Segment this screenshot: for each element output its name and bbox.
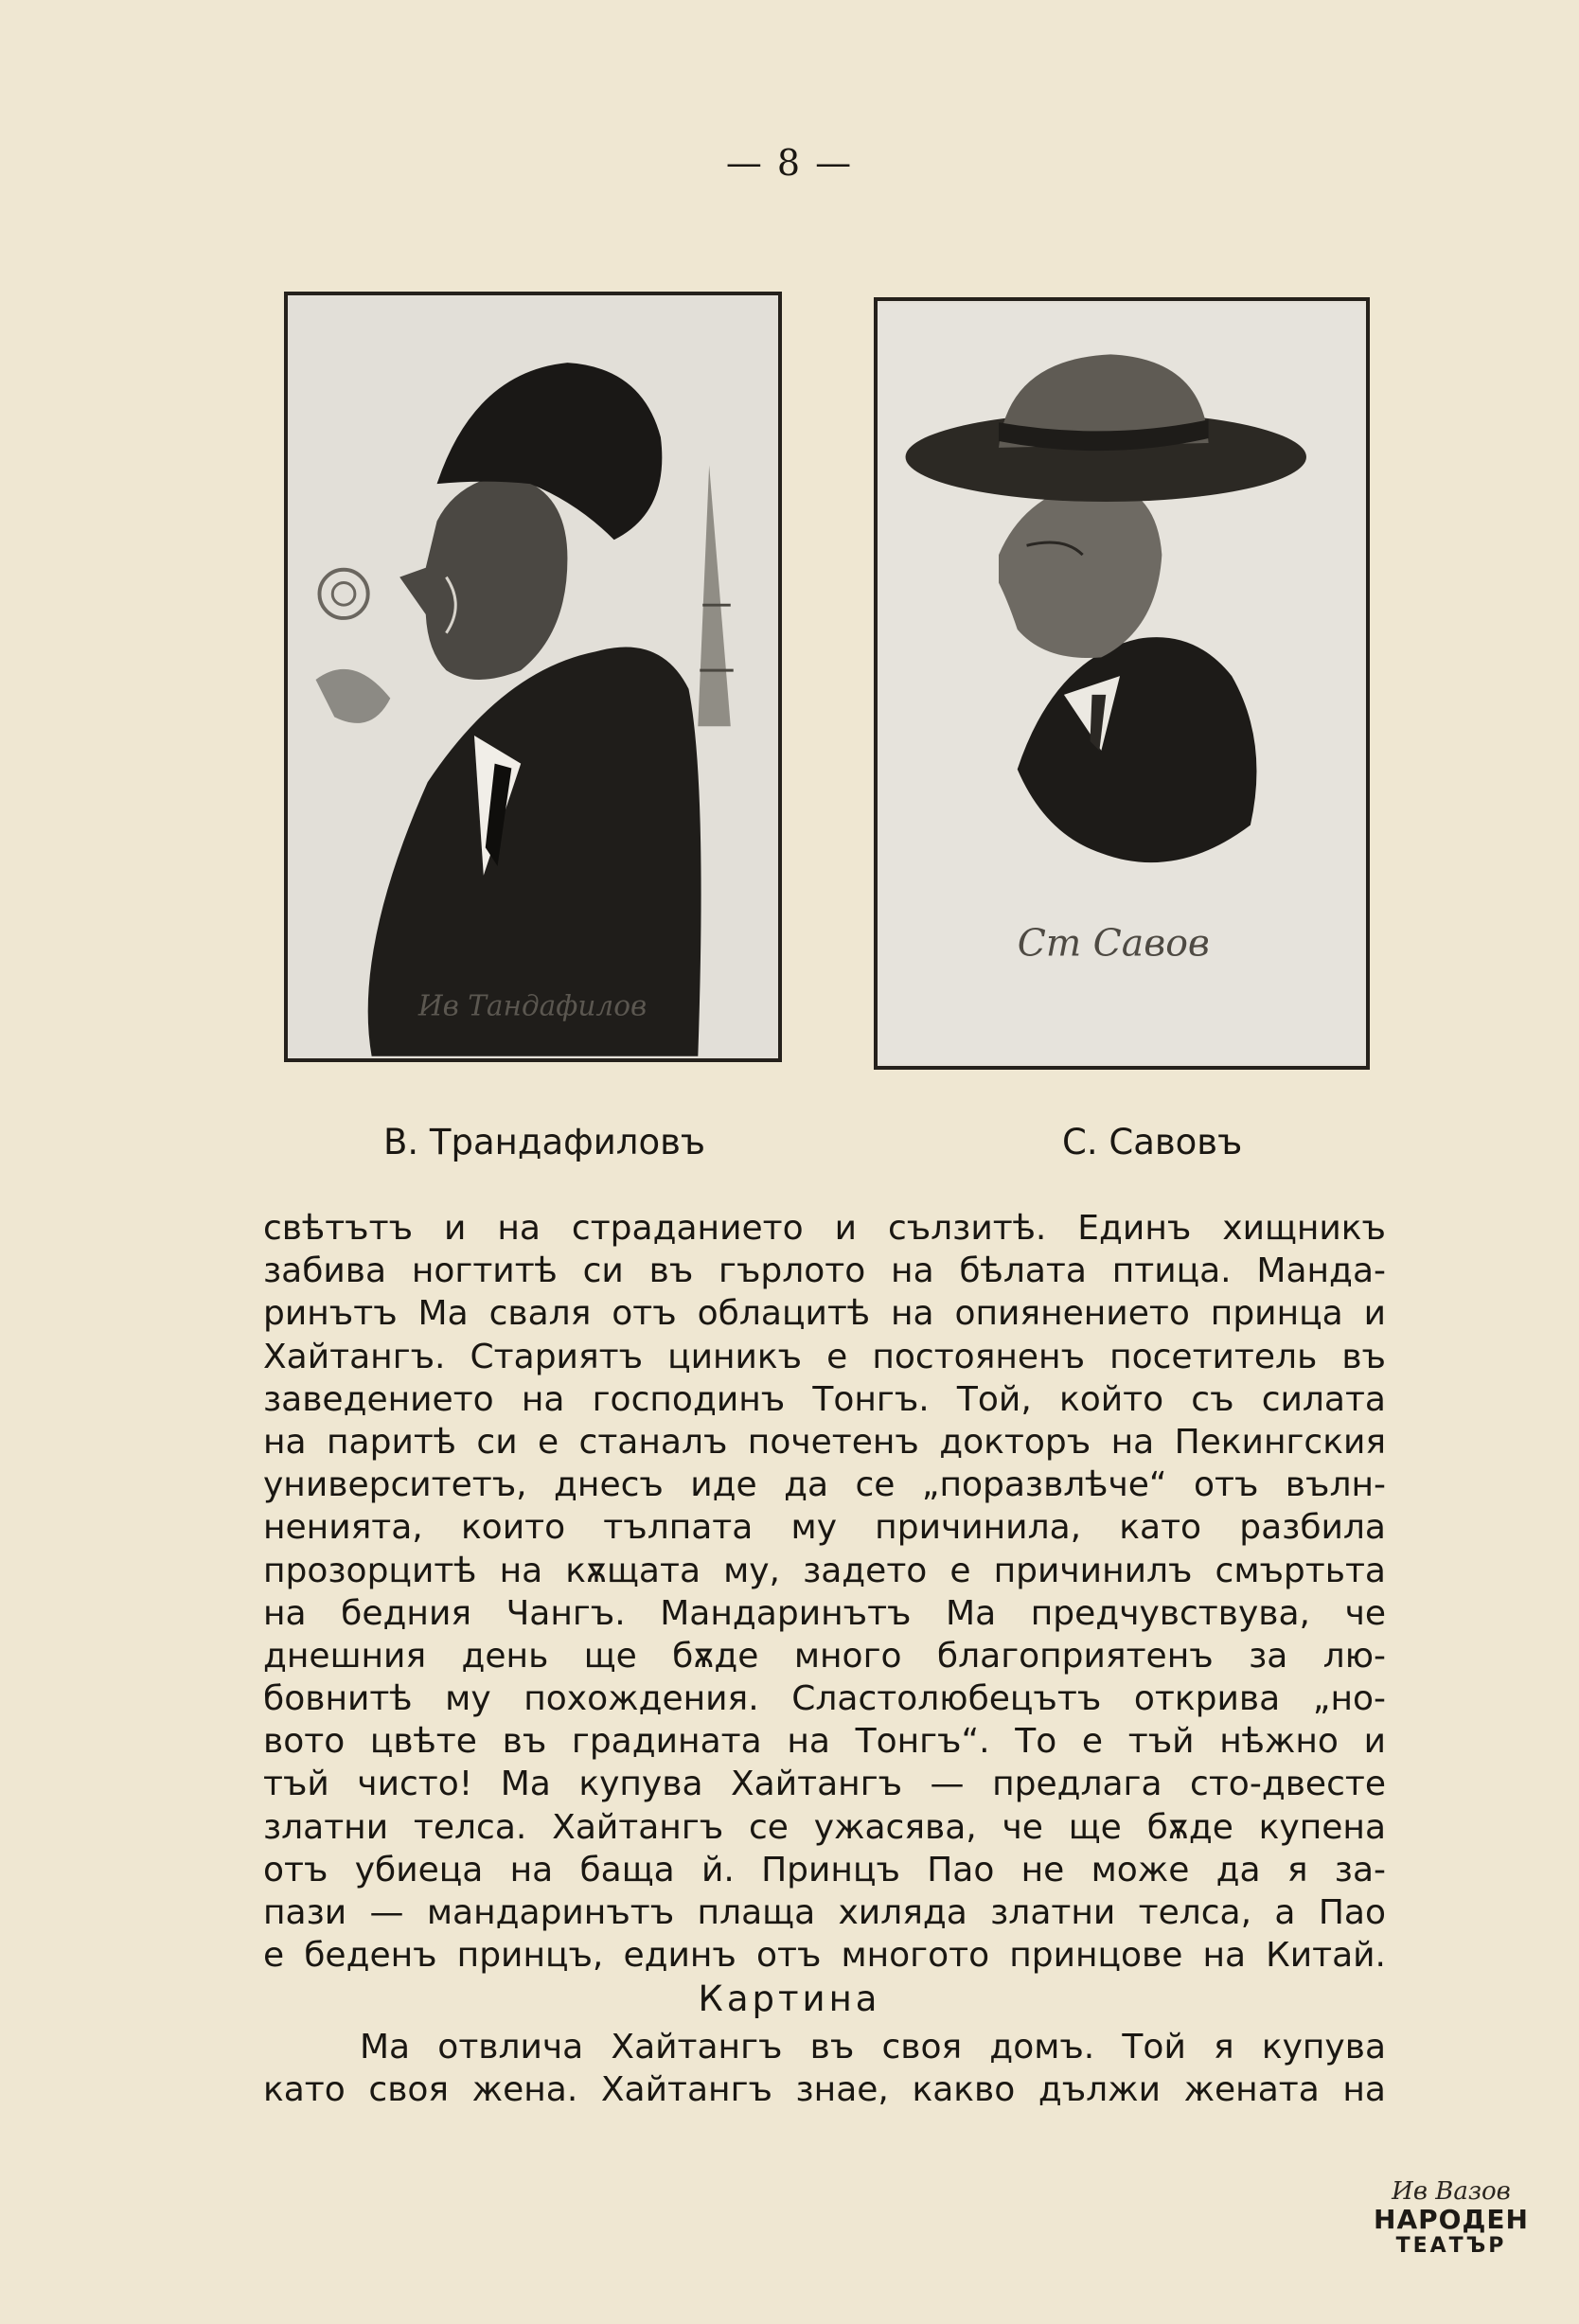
portrait-signature-left: Ив Тандафилов: [417, 989, 648, 1022]
text-line: отъ убиеца на баща й. Принцъ Пао не може да я за-: [263, 1850, 1386, 1889]
logo-name: НАРОДЕН: [1374, 2204, 1529, 2235]
portrait-image-left: [284, 292, 782, 1062]
text-line: Хайтангъ. Стариятъ циникъ е постояненъ посетитель въ: [263, 1337, 1386, 1376]
caricature-savov-drawing: [878, 301, 1366, 1066]
second-paragraph: [263, 2026, 1386, 2111]
text-line: е беденъ принцъ, единъ отъ многото принцове на Китай.: [263, 1936, 1386, 1976]
text-line: златни телса. Хайтангъ се ужасява, че ще бѫде купена: [263, 1807, 1386, 1847]
section-heading: Картина: [698, 1978, 881, 2019]
page-number: — 8 —: [725, 142, 854, 184]
text-line: пази — мандаринътъ плаща хиляда златни телса, а Пао: [263, 1893, 1386, 1932]
caricature-trandafilov-drawing: [288, 295, 778, 1058]
text-line: свѣтътъ и на страданието и сълзитѣ. Единъ хищникъ: [263, 1209, 1386, 1248]
portrait-image-right: [874, 297, 1370, 1070]
text-line: Ма отвлича Хайтангъ въ своя домъ. Той я купува: [360, 2028, 1386, 2067]
portrait-caption-left: В. Трандафиловъ: [383, 1122, 706, 1162]
national-theatre-logo: [1371, 2177, 1532, 2281]
text-line: на бедния Чангъ. Мандаринътъ Ма предчувствува, че: [263, 1593, 1386, 1633]
text-line: университетъ, днесъ иде да се „поразвлѣче“ отъ вълн-: [263, 1465, 1386, 1505]
text-line: ринътъ Ма сваля отъ облацитѣ на опиянението принца и: [263, 1294, 1386, 1334]
text-line: тъй чисто! Ма купува Хайтангъ — предлага сто-двесте: [263, 1765, 1386, 1804]
logo-signature: Ив Вазов: [1392, 2177, 1511, 2206]
text-line: като своя жена. Хайтангъ знае, какво дължи жената на: [263, 2070, 1386, 2110]
text-line: прозорцитѣ на кѫщата му, задето е причинилъ смъртьта: [263, 1551, 1386, 1590]
portrait-signature-right: Ст Савов: [1017, 921, 1210, 966]
portrait-caption-right: С. Савовъ: [1062, 1122, 1243, 1162]
logo-name-second: ТЕАТЪР: [1395, 2234, 1507, 2258]
text-line: вото цвѣте въ градината на Тонгъ“. То е тъй нѣжно и: [263, 1722, 1386, 1762]
text-line: бовнитѣ му похождения. Сластолюбецътъ открива „но-: [263, 1679, 1386, 1719]
text-line: ненията, които тълпата му причинила, като разбила: [263, 1508, 1386, 1548]
text-line: заведението на господинъ Тонгъ. Той, който съ силата: [263, 1379, 1386, 1419]
text-line: днешния день ще бѫде много благоприятенъ за лю-: [263, 1636, 1386, 1676]
text-line: забива ногтитѣ си въ гърлото на бѣлата птица. Манда-: [263, 1251, 1386, 1291]
text-line: на паритѣ си е станалъ почетенъ докторъ на Пекингския: [263, 1422, 1386, 1462]
body-paragraph: [263, 1207, 1386, 1977]
